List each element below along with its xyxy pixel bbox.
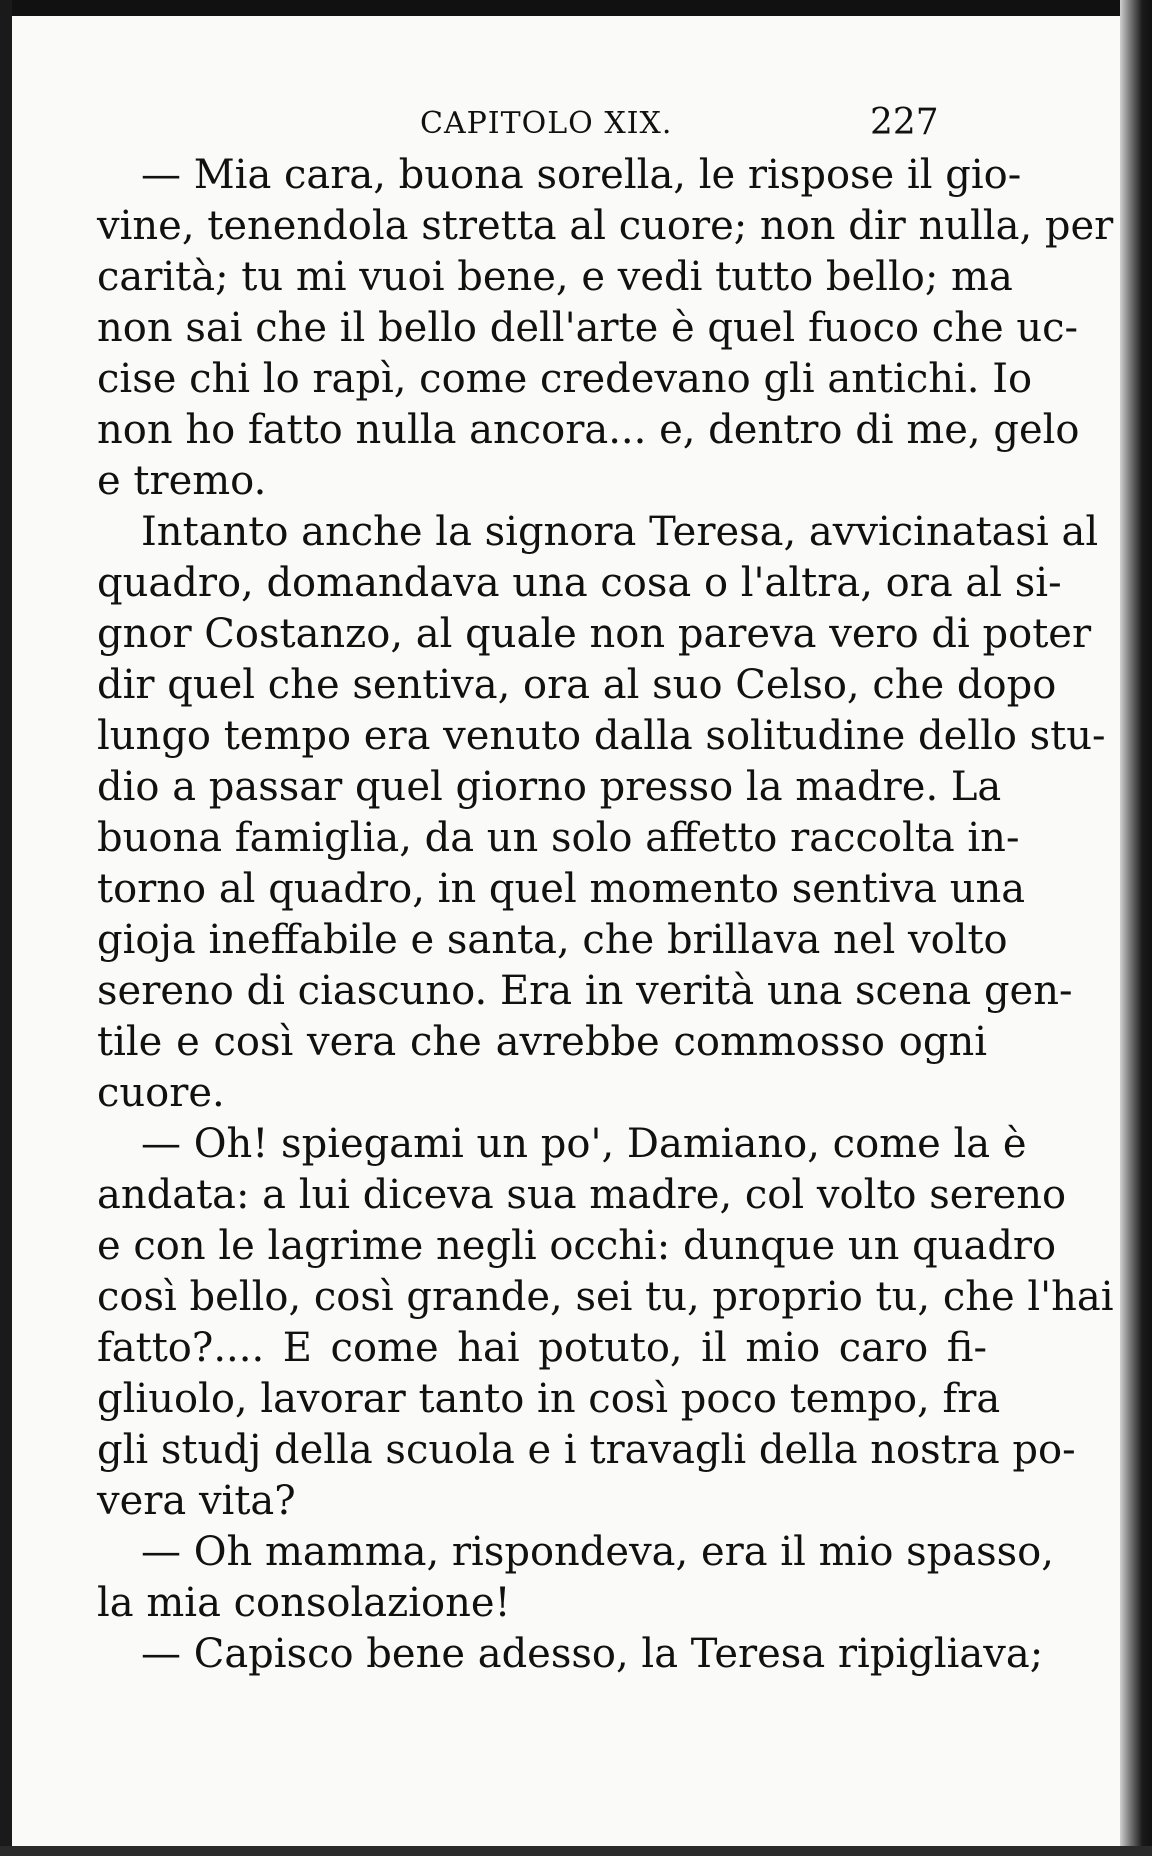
- text-line: Intanto anche la signora Teresa, avvicinatasi al: [141, 509, 1099, 555]
- text-line: andata: a lui diceva sua madre, col volto sereno: [97, 1172, 1067, 1218]
- text-line: dio a passar quel giorno presso la madre. La: [97, 764, 1002, 810]
- text-line: e tremo.: [97, 458, 267, 504]
- text-line: — Oh mamma, rispondeva, era il mio spasso,: [141, 1529, 1054, 1575]
- text-line: buona famiglia, da un solo affetto raccolta in-: [97, 815, 1020, 861]
- text-line: così bello, così grande, sei tu, proprio tu, che l'hai: [97, 1274, 1114, 1320]
- text-line: fatto?.... E come hai potuto, il mio caro fi-: [97, 1325, 987, 1371]
- text-line: — Oh! spiegami un po', Damiano, come la è: [141, 1121, 1027, 1167]
- text-line: lungo tempo era venuto dalla solitudine dello stu-: [97, 713, 1106, 759]
- text-line: non ho fatto nulla ancora... e, dentro di me, gelo: [97, 407, 1080, 453]
- text-line: vera vita?: [97, 1478, 296, 1524]
- text-line: gliuolo, lavorar tanto in così poco tempo, fra: [97, 1376, 1001, 1422]
- text-line: carità; tu mi vuoi bene, e vedi tutto bello; ma: [97, 254, 1013, 300]
- scan-edge-bottom: [0, 1846, 1152, 1856]
- text-line: sereno di ciascuno. Era in verità una scena gen-: [97, 968, 1073, 1014]
- text-line: — Mia cara, buona sorella, le rispose il gio-: [141, 152, 1022, 198]
- scan-edge-top: [0, 0, 1152, 16]
- scan-edge-right: [1120, 0, 1152, 1856]
- text-line: dir quel che sentiva, ora al suo Celso, che dopo: [97, 662, 1057, 708]
- text-line: vine, tenendola stretta al cuore; non dir nulla, per: [97, 203, 1114, 249]
- text-line: gnor Costanzo, al quale non pareva vero di poter: [97, 611, 1092, 657]
- scan-edge-left: [0, 0, 12, 1856]
- page-number: 227: [870, 102, 939, 143]
- text-line: cuore.: [97, 1070, 225, 1116]
- body-text: [97, 150, 1114, 1680]
- text-line: tile e così vera che avrebbe commosso ogni: [97, 1019, 987, 1065]
- text-line: cise chi lo rapì, come credevano gli antichi. Io: [97, 356, 1033, 402]
- text-line: la mia consolazione!: [97, 1580, 511, 1626]
- text-line: non sai che il bello dell'arte è quel fuoco che uc-: [97, 305, 1079, 351]
- running-head: [0, 96, 1152, 156]
- text-line: gioja ineffabile e santa, che brillava nel volto: [97, 917, 1008, 963]
- text-line: — Capisco bene adesso, la Teresa ripigliava;: [141, 1631, 1044, 1677]
- text-line: e con le lagrime negli occhi: dunque un quadro: [97, 1223, 1057, 1269]
- text-line: quadro, domandava una cosa o l'altra, ora al si-: [97, 560, 1062, 606]
- text-line: gli studj della scuola e i travagli della nostra po-: [97, 1427, 1076, 1473]
- text-line: torno al quadro, in quel momento sentiva una: [97, 866, 1026, 912]
- chapter-heading: CAPITOLO XIX.: [420, 106, 673, 141]
